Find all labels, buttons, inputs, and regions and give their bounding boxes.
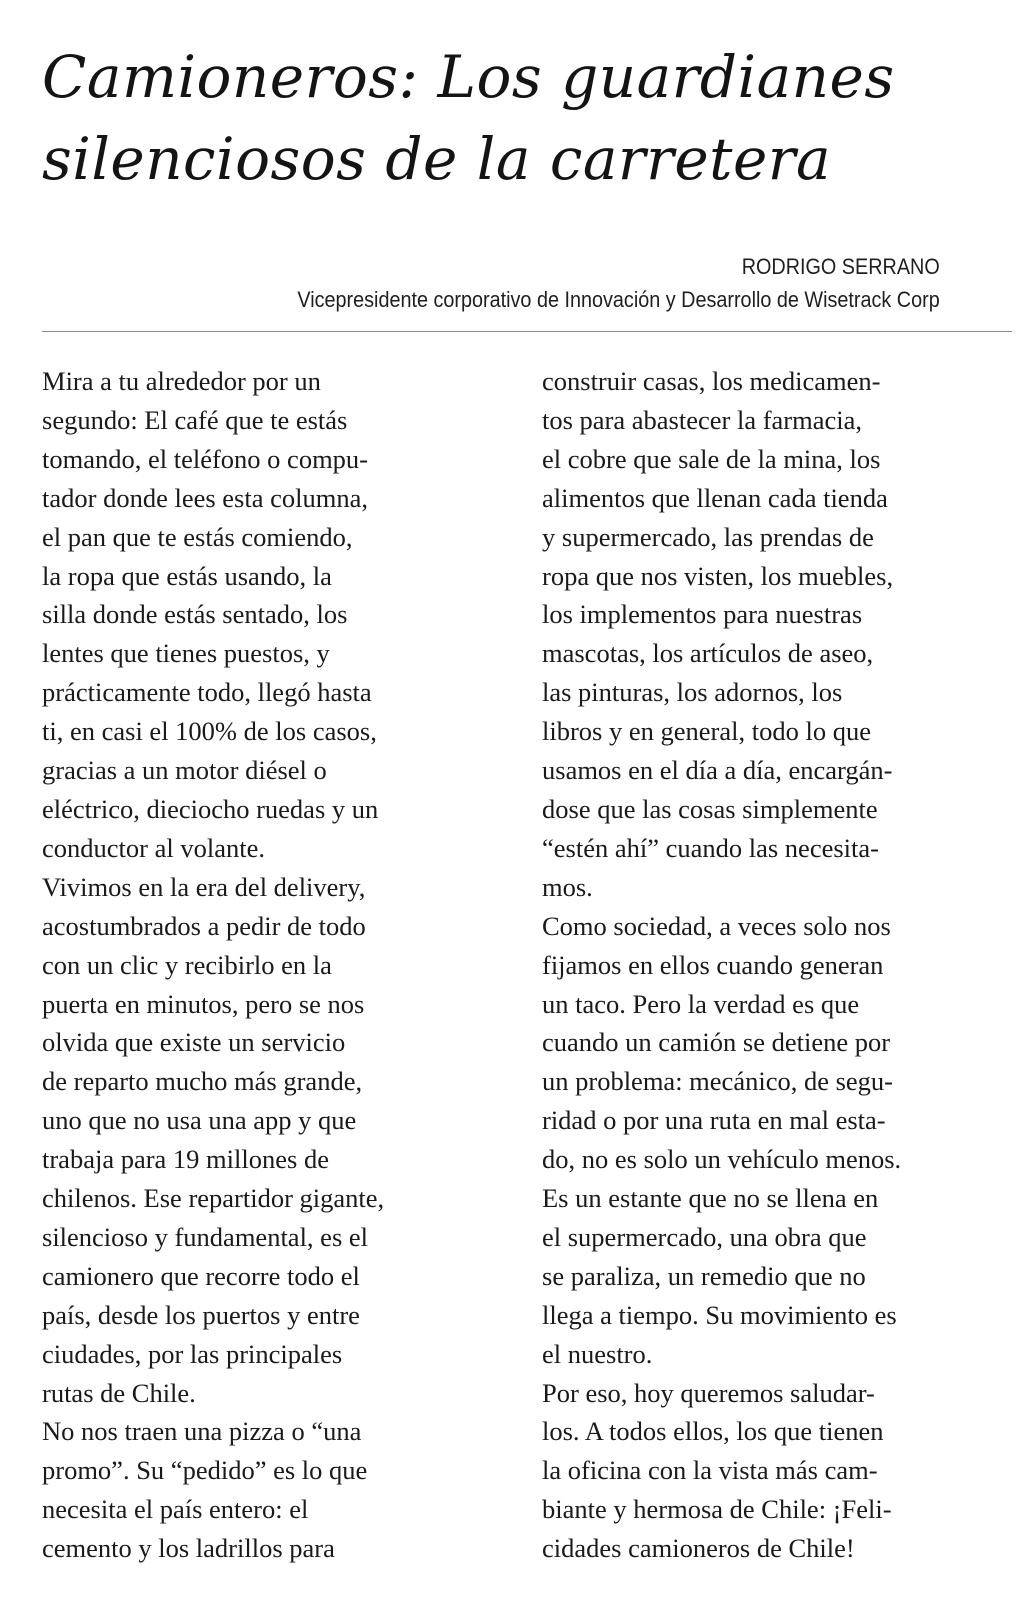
body-text-line: gracias a un motor diésel o bbox=[42, 755, 327, 786]
body-text-line: un taco. Pero la verdad es que bbox=[542, 988, 860, 1019]
body-text-line: “estén ahí” cuando las necesita- bbox=[542, 832, 879, 863]
body-text-line: y supermercado, las prendas de bbox=[542, 521, 874, 552]
body-text-line: Es un estante que no se llena en bbox=[542, 1183, 879, 1214]
body-text-line: Como sociedad, a veces solo nos bbox=[542, 910, 891, 941]
body-text-line: silencioso y fundamental, es el bbox=[42, 1221, 369, 1252]
body-text-line: camionero que recorre todo el bbox=[42, 1260, 360, 1291]
body-text-line: un problema: mecánico, de segu- bbox=[542, 1066, 893, 1097]
body-text-line: llega a tiempo. Su movimiento es bbox=[542, 1299, 897, 1330]
article-headline bbox=[42, 36, 1002, 200]
body-text-line: do, no es solo un vehículo menos. bbox=[542, 1144, 902, 1175]
body-text-line: biante y hermosa de Chile: ¡Feli- bbox=[542, 1494, 892, 1525]
body-text-line: necesita el país entero: el bbox=[42, 1494, 309, 1525]
body-text-line: prácticamente todo, llegó hasta bbox=[42, 677, 372, 708]
author-role: Vicepresidente corporativo de Innovación y Desarrollo de Wisetrack Corp bbox=[297, 287, 940, 312]
body-text-line: chilenos. Ese repartidor gigante, bbox=[42, 1183, 385, 1214]
body-text-line: rutas de Chile. bbox=[42, 1377, 196, 1408]
body-text-line: los. A todos ellos, los que tienen bbox=[542, 1416, 884, 1447]
body-text-line: con un clic y recibirlo en la bbox=[42, 949, 332, 980]
body-text-line: cemento y los ladrillos para bbox=[42, 1533, 335, 1564]
body-text-line: las pinturas, los adornos, los bbox=[542, 677, 843, 708]
body-text-line: tador donde lees esta columna, bbox=[42, 482, 368, 513]
body-text-line: mascotas, los artículos de aseo, bbox=[542, 638, 874, 669]
body-text-line: el nuestro. bbox=[542, 1338, 653, 1369]
body-text-line: se paraliza, un remedio que no bbox=[542, 1260, 866, 1291]
body-text-line: dose que las cosas simplemente bbox=[542, 793, 878, 824]
body-text-line: ridad o por una ruta en mal esta- bbox=[542, 1105, 886, 1136]
author-name: RODRIGO SERRANO bbox=[741, 254, 940, 279]
body-text-line: de reparto mucho más grande, bbox=[42, 1066, 363, 1097]
article-column-right bbox=[542, 362, 901, 1568]
body-text-line: acostumbrados a pedir de todo bbox=[42, 910, 366, 941]
body-text-line: Mira a tu alrededor por un bbox=[42, 366, 321, 396]
body-text-line: la ropa que estás usando, la bbox=[42, 560, 332, 591]
body-text-line: conductor al volante. bbox=[42, 832, 265, 863]
byline bbox=[226, 252, 940, 318]
body-text-line: el pan que te estás comiendo, bbox=[42, 521, 353, 552]
body-text-line: los implementos para nuestras bbox=[542, 599, 863, 630]
body-text-line: la oficina con la vista más cam- bbox=[542, 1455, 878, 1486]
body-text-line: olvida que existe un servicio bbox=[42, 1027, 346, 1058]
body-text-line: cidades camioneros de Chile! bbox=[542, 1533, 855, 1564]
body-text-line: país, desde los puertos y entre bbox=[42, 1299, 360, 1330]
body-text-line: trabaja para 19 millones de bbox=[42, 1144, 329, 1175]
body-text-line: el cobre que sale de la mina, los bbox=[542, 443, 881, 474]
body-text-line: el supermercado, una obra que bbox=[542, 1221, 867, 1252]
body-text-line: libros y en general, todo lo que bbox=[542, 716, 871, 747]
body-text-line: promo”. Su “pedido” es lo que bbox=[42, 1455, 368, 1486]
header-divider bbox=[42, 331, 1012, 332]
body-text-line: usamos en el día a día, encargán- bbox=[542, 755, 893, 786]
body-text-line: Vivimos en la era del delivery, bbox=[42, 871, 366, 902]
body-text-line: fijamos en ellos cuando generan bbox=[542, 949, 884, 980]
article-column-left bbox=[42, 362, 384, 1568]
body-text-line: puerta en minutos, pero se nos bbox=[42, 988, 365, 1019]
body-text-line: ciudades, por las principales bbox=[42, 1338, 343, 1369]
body-text-line: alimentos que llenan cada tienda bbox=[542, 482, 888, 513]
body-text-line: eléctrico, dieciocho ruedas y un bbox=[42, 793, 379, 824]
body-text-line: construir casas, los medicamen- bbox=[542, 366, 881, 396]
body-text-line: uno que no usa una app y que bbox=[42, 1105, 357, 1136]
body-text-line: No nos traen una pizza o “una bbox=[42, 1416, 362, 1447]
body-text-line: ti, en casi el 100% de los casos, bbox=[42, 716, 377, 747]
body-text-line: ropa que nos visten, los muebles, bbox=[542, 560, 894, 591]
body-text-line: Por eso, hoy queremos saludar- bbox=[542, 1377, 875, 1408]
body-text-line: tos para abastecer la farmacia, bbox=[542, 404, 863, 435]
headline-line: silenciosos de la carretera bbox=[42, 125, 832, 193]
body-text-line: mos. bbox=[542, 871, 593, 902]
body-text-line: cuando un camión se detiene por bbox=[542, 1027, 891, 1058]
body-text-line: lentes que tienes puestos, y bbox=[42, 638, 330, 669]
body-text-line: tomando, el teléfono o compu- bbox=[42, 443, 369, 474]
headline-line: Camioneros: Los guardianes bbox=[42, 43, 895, 111]
body-text-line: segundo: El café que te estás bbox=[42, 404, 348, 435]
body-text-line: silla donde estás sentado, los bbox=[42, 599, 348, 630]
